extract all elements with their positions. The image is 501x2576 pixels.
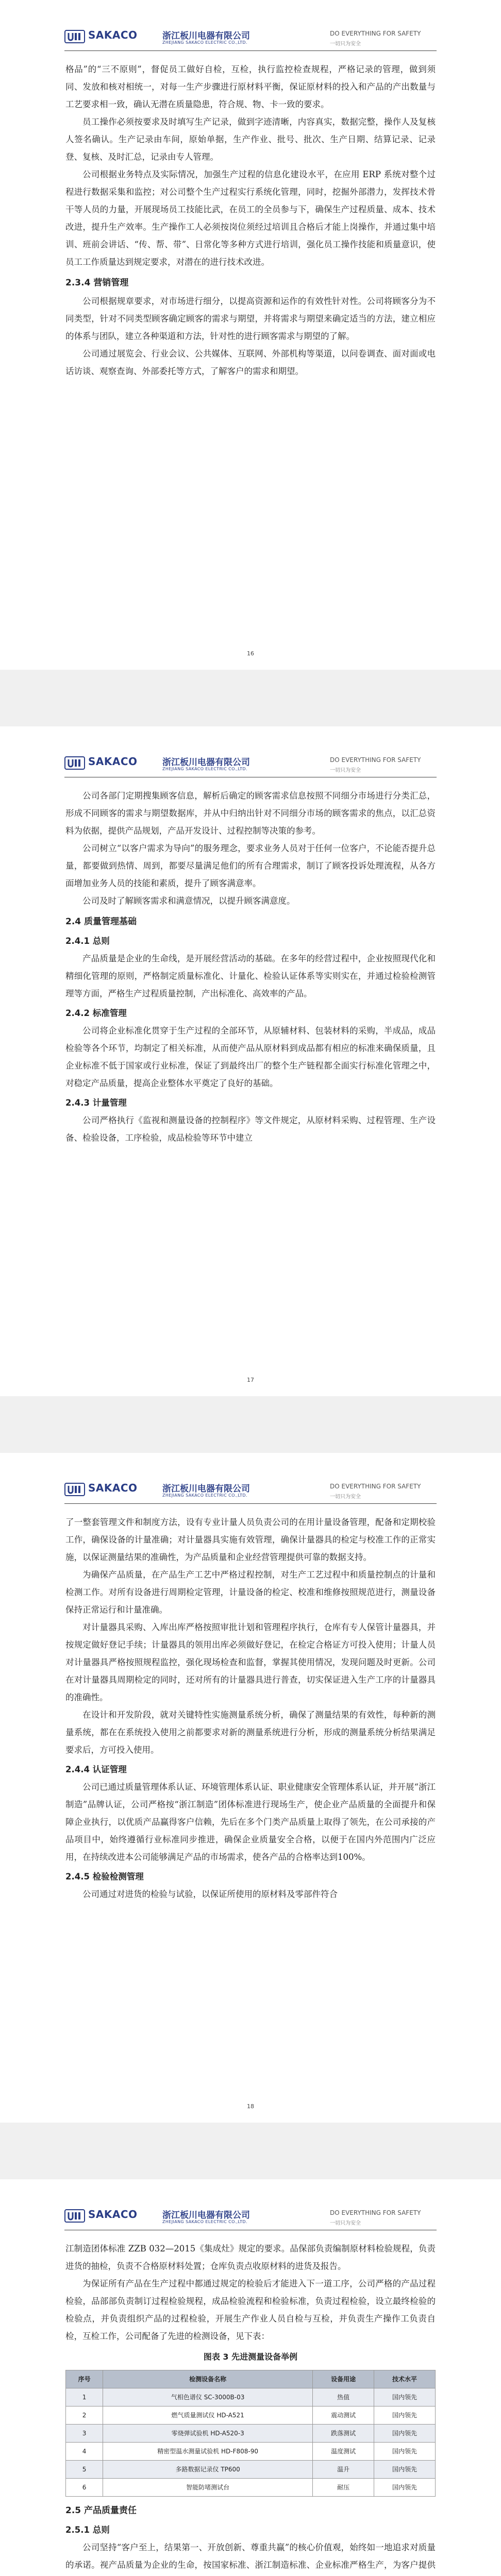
paragraph: 江制造团体标准 ZZB 032—2015《集成灶》规定的要求。品保部负责编制原材料检验规程，负责进货的抽检，负责不合格原材料处置；仓库负责点收原材料的进货及报告。 — [65, 2244, 436, 2271]
sakaco-logo-icon — [64, 756, 85, 770]
table-header-cell: 检测设备名称 — [103, 2370, 313, 2388]
paragraph: 公司各部门定期搜集顾客信息，解析后确定的顾客需求信息按照不同细分市场进行分类汇总，形成不同顾客的需求与期望数据库，并从中归纳出针对不同细分市场的顾客需求的焦点，以汇总资料为依据，提供产品规划，产品开发设计、过程控制等决策的参考。 — [65, 791, 436, 836]
company-name-cn: 浙江板川电器有限公司 — [162, 2210, 250, 2221]
paragraph: 为保证所有产品在生产过程中都通过规定的检验后才能进入下一道工序，公司严格的产品过程检验，品部部负责制订过程检验规程，成品检验流程和检验标准，负责过程检验，设立最终检验的检验点，并负责组织产品的过程检验，开展生产作业人员自检与互检，并负责生产操作工负责自检，互检工作，公司配备了先进的检测设备，见下表： — [65, 2279, 436, 2341]
table-cell: 智能防堵测试台 — [103, 2479, 313, 2497]
table-cell: 耐压 — [313, 2479, 374, 2497]
brand-name: SAKACO — [88, 2208, 138, 2221]
table-cell: 温升 — [313, 2461, 374, 2479]
table-cell: 3 — [66, 2425, 103, 2443]
paragraph: 公司根据规章要求，对市场进行细分，以提高资源和运作的有效性针对性。公司将顾客分为不同类型，针对不同类型顾客确定顾客的需求与期望，并将需求与期望来确定适当的方法，建立相应的体系与团队，建立各种渠道和方法，针对性的进行顾客需求与期望的了解。 — [65, 296, 436, 341]
table-cell: 多路数据记录仪 TP600 — [103, 2461, 313, 2479]
table-cell: 气相色谱仪 SC-3000B-03 — [103, 2388, 313, 2406]
header-divider — [64, 1503, 437, 1504]
paragraph: 公司及时了解顾客需求和满意情况，以提升顾客满意度。 — [82, 896, 295, 906]
table-cell: 国内领先 — [374, 2406, 436, 2425]
paragraph: 公司根据业务特点及实际情况，加强生产过程的信息化建设水平，在应用 ERP 系统对整个过程进行数据采集和监控；对公司整个生产过程实行系统化管理，同时，挖掘外部潜力，发挥技术骨干等人员的力量，开展现场员工技能比武，在员工的全员参与下，确保生产过程质量、成本、技术改进，提升生产效率。生产操作工人必须按岗位须经过培训且合格后才能上岗操作，并通过集中培训、班前会讲话、“传、帮、带”、日常化等多种方式进行培训，强化员工操作技能和质量意识，使员工工作质量达到规定要求，对潜在的进行技术改进。 — [65, 170, 436, 267]
slogan-cn: 一切只为安全 — [330, 41, 361, 47]
company-name-en: ZHEJIANG SAKACO ELECTRIC CO.,LTD. — [162, 1493, 247, 1498]
company-name-cn: 浙江板川电器有限公司 — [162, 31, 250, 41]
paragraph: 员工操作必须按要求及时填写生产记录，做到字迹清晰，内容真实，数据完整，操作人及复核人签名确认。生产记录由车间，原始单据，生产作业、批号、批次、生产日期、结算记录、记录登、复核、及时汇总，记录由专人管理。 — [65, 117, 436, 162]
page-header — [64, 1480, 437, 1500]
table-cell: 零烧弹试验机 HD-A520-3 — [103, 2425, 313, 2443]
table-cell: 精密型温水测量试验机 HD-F808-90 — [103, 2443, 313, 2461]
paragraph: 为确保产品质量，在产品生产工艺中严格过程控制，对生产工艺过程中和质量控制点的计量和检测工作。对所有设备进行周期检定管理，计量设备的检定、校准和维修按照规范进行，测量设备保持正常运行和计量准确。 — [65, 1570, 436, 1615]
table-header-cell: 技术水平 — [374, 2370, 436, 2388]
slogan-cn: 一切只为安全 — [330, 2221, 361, 2226]
table-cell: 国内领先 — [374, 2479, 436, 2497]
slogan-en: DO EVERYTHING FOR SAFETY — [330, 756, 421, 764]
subsection-heading: 2.5.1 总则 — [65, 2525, 110, 2535]
sakaco-logo-icon — [64, 30, 85, 43]
table-cell: 国内领先 — [374, 2425, 436, 2443]
page-header — [64, 27, 437, 47]
brand-name: SAKACO — [88, 29, 138, 41]
company-name-cn: 浙江板川电器有限公司 — [162, 1484, 250, 1494]
header-divider — [64, 50, 437, 51]
paragraph: 产品质量是企业的生命线，是开展经营活动的基础。在多年的经营过程中，企业按照现代化和精细化管理的原则，严格制定质量标准化、计量化、检验认证体系等实则实在，并通过检验检测管理等方面，严格生产过程质量控制，产出标准化、高效率的产品。 — [65, 954, 436, 998]
table-cell: 热值 — [313, 2388, 374, 2406]
table-cell: 2 — [66, 2406, 103, 2425]
table-row — [66, 2425, 436, 2443]
slogan-cn: 一切只为安全 — [330, 1494, 361, 1500]
subsection-heading: 2.4.5 检验检测管理 — [65, 1872, 144, 1882]
paragraph: 公司坚持“客户至上，结果第一、开放创新、尊重共赢”的核心价值观，始终如一地追求对质量的承诺。视产品质量为企业的生命，按国家标准、浙江制造标准、企业标准严格生产，为客户提供 — [65, 2543, 436, 2570]
paragraph: 公司将企业标准化贯穿于生产过程的全部环节，从原辅材料、包装材料的采购，半成品，成品检验等各个环节，均制定了相关标准，从而使产品从原材料到成品都有相应的标准来确保质量，且企业标准不低于国家或行业标准，保证了到最终出厂的整个生产链程都全面实行标准化管理之中，对稳定产品质量，提高企业整体水平奠定了良好的基础。 — [65, 1026, 436, 1088]
company-name-cn: 浙江板川电器有限公司 — [162, 757, 250, 768]
subsection-heading: 2.4.4 认证管理 — [65, 1765, 127, 1774]
table-row — [66, 2406, 436, 2425]
paragraph: 了一整套管理文件和制度方法，设有专业计量人员负责公司的在用计量设备管理，配备和定期校验工作，确保设备的计量准确；对计量器具实施有效管理，确保计量器具的检定与校准工作的正常实施，以保证测量结果的准确性，为产品质量和企业经营管理提供可靠的数据支持。 — [65, 1517, 436, 1562]
slogan-en: DO EVERYTHING FOR SAFETY — [330, 30, 421, 37]
section-heading: 2.5 产品质量责任 — [65, 2505, 137, 2516]
table-cell: 6 — [66, 2479, 103, 2497]
section-heading: 2.4 质量管理基础 — [65, 917, 137, 927]
sakaco-logo-icon — [64, 1483, 85, 1496]
paragraph: 对计量器具采购、入库出库严格按照审批计划和管理程序执行，仓库有专人保管计量器具，并按规定做好登记手续；计量器具的领用出库必须做好登记，在检定合格证方可投入使用；计量人员对计量器具严格按照规程监控，强化现场检查和监督，掌握其使用情况，发现问题及时更新。公司在对计量器具周期检定的同时，还对所有的计量器具进行普查，切实保证进入生产工序的计量器具的准确性。 — [65, 1622, 436, 1702]
table-cell: 温度测试 — [313, 2443, 374, 2461]
table-cell: 5 — [66, 2461, 103, 2479]
slogan-en: DO EVERYTHING FOR SAFETY — [330, 1483, 421, 1490]
document-page — [0, 2179, 501, 2576]
table-cell: 1 — [66, 2388, 103, 2406]
brand-name: SAKACO — [88, 1482, 138, 1494]
page-header — [64, 753, 437, 774]
paragraph: 公司已通过质量管理体系认证、环境管理体系认证、职业健康安全管理体系认证，并开展“浙江制造”品牌认证，公司严格按“浙江制造”团体标准进行现场生产，使企业产品质量的全面提升和保障企业执行，以优质产品赢得客户信赖，先后在多个门类产品质量上取得了领先，在公司承接的产品项目中，始终遵循行业标准同步推进，确保企业质量安全合格，以便于在国内外范围内广泛应用，在持续改进本公司能够满足产品的市场需求，使各产品的合格率达到100%。 — [65, 1782, 436, 1862]
page-number: 18 — [247, 2103, 254, 2110]
table-cell: 国内领先 — [374, 2388, 436, 2406]
paragraph: 公司树立“以客户需求为导向”的服务理念，要求业务人员对于任何一位客户，不论能否提升总量，都要做到热情、周到，都要尽量满足他们的所有合理需求，制订了顾客投诉处理流程，从各方面增加业务人员的技能和素质，提升了顾客满意率。 — [65, 843, 436, 888]
subsection-heading: 2.4.2 标准管理 — [65, 1008, 127, 1018]
paragraph: 格品”的“三不原则”，督促员工做好自检，互检，执行监控检查规程，严格记录的管理，做到须同、发放和核对相统一，对每一生产步骤进行原材料平衡，保证原材料的投入和产品的产出数量与工艺要求相一致，确认无潜在质量隐患，符合规、物、卡一致的要求。 — [65, 64, 436, 109]
page-number: 17 — [247, 1377, 254, 1383]
company-name-en: ZHEJIANG SAKACO ELECTRIC CO.,LTD. — [162, 2219, 247, 2224]
table-cell: 国内领先 — [374, 2443, 436, 2461]
table-row — [66, 2388, 436, 2406]
sakaco-logo-icon — [64, 2209, 85, 2223]
section-heading: 2.3.4 营销管理 — [65, 278, 129, 288]
paragraph: 公司通过展览会、行业会议、公共媒体、互联网、外部机构等渠道，以问卷调查、面对面或电话访谈、观察查询、外部委托等方式，了解客户的需求和期望。 — [65, 349, 436, 376]
table-cell: 震动测试 — [313, 2406, 374, 2425]
table-cell: 燃气质量测试仪 HD-A521 — [103, 2406, 313, 2425]
table-cell: 跌落测试 — [313, 2425, 374, 2443]
paragraph: 在设计和开发阶段，就对关键特性实施测量系统分析，确保了测量结果的有效性，每种新的测量系统，都在在系统投入使用之前都要求对新的测量系统进行分析，形成的测量系统分析结果满足要求后，方可投入使用。 — [65, 1710, 436, 1755]
page-number: 16 — [247, 650, 254, 657]
page-content — [65, 1514, 436, 1903]
paragraph: 公司通过对进货的检验与试验，以保证所使用的原材料及零部件符合 — [82, 1889, 338, 1899]
table-cell: 4 — [66, 2443, 103, 2461]
document-page — [0, 0, 501, 670]
table-row — [66, 2479, 436, 2497]
document-page — [0, 726, 501, 1396]
table-cell: 国内领先 — [374, 2461, 436, 2479]
table-caption: 图表 3 先进测量设备举例 — [203, 2352, 298, 2362]
brand-name: SAKACO — [88, 755, 138, 768]
equipment-table — [65, 2370, 436, 2497]
paragraph: 公司严格执行《监视和测量设备的控制程序》等文件规定，从原材料采购、过程管理、生产设备、检验设备，工序检验，成品检验等环节中建立 — [65, 1115, 436, 1143]
table-row — [66, 2461, 436, 2479]
document-page — [0, 1453, 501, 2123]
slogan-cn: 一切只为安全 — [330, 768, 361, 773]
page-header — [64, 2206, 437, 2227]
page-content — [65, 61, 436, 380]
page-content — [65, 2240, 436, 2576]
page-content — [65, 787, 436, 1147]
table-header-cell: 设备用途 — [313, 2370, 374, 2388]
slogan-en: DO EVERYTHING FOR SAFETY — [330, 2209, 421, 2216]
subsection-heading: 2.4.1 总则 — [65, 936, 110, 946]
subsection-heading: 2.4.3 计量管理 — [65, 1098, 127, 1108]
table-header-cell: 序号 — [66, 2370, 103, 2388]
company-name-en: ZHEJIANG SAKACO ELECTRIC CO.,LTD. — [162, 40, 247, 45]
company-name-en: ZHEJIANG SAKACO ELECTRIC CO.,LTD. — [162, 767, 247, 771]
table-row — [66, 2443, 436, 2461]
